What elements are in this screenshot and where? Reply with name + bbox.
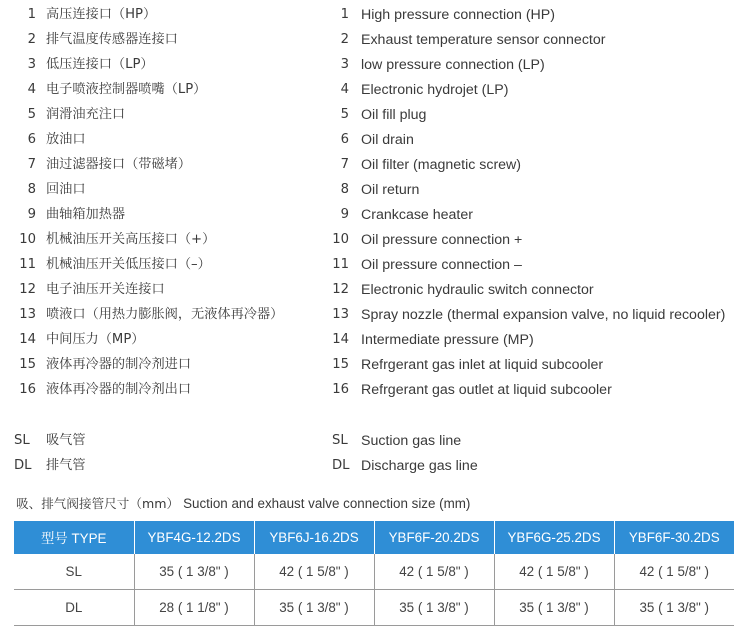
legend-number-en: 1 bbox=[340, 7, 349, 22]
abbreviation-code-en: DL bbox=[332, 458, 350, 473]
legend-number-en: 11 bbox=[332, 257, 349, 272]
legend-number-en: 7 bbox=[340, 157, 349, 172]
legend-row bbox=[0, 278, 750, 302]
table-header-model: YBF6J-16.2DS bbox=[254, 521, 374, 554]
legend-label-cn: 机械油压开关高压接口（+） bbox=[46, 232, 216, 247]
abbreviation-label-cn: 排气管 bbox=[46, 458, 86, 473]
legend-number-en: 15 bbox=[332, 357, 349, 372]
table-cell: 35 ( 1 3/8" ) bbox=[614, 590, 734, 626]
table-cell: 35 ( 1 3/8" ) bbox=[374, 590, 494, 626]
legend-number-cn: 5 bbox=[27, 107, 36, 122]
legend-label-cn: 液体再冷器的制冷剂进口 bbox=[46, 357, 192, 372]
legend-label-cn: 机械油压开关低压接口（–） bbox=[46, 257, 211, 272]
abbreviation-code-en: SL bbox=[332, 433, 348, 448]
legend-row bbox=[0, 378, 750, 402]
legend-number-cn: 12 bbox=[19, 282, 36, 297]
abbreviation-label-cn: 吸气管 bbox=[46, 433, 86, 448]
legend-label-cn: 油过滤器接口（带磁堵） bbox=[46, 157, 192, 172]
legend-label-cn: 放油口 bbox=[46, 132, 86, 147]
legend-row bbox=[0, 178, 750, 202]
legend-number-en: 6 bbox=[340, 132, 349, 147]
legend-label-cn: 润滑油充注口 bbox=[46, 107, 126, 122]
abbreviation-label-en: Discharge gas line bbox=[361, 458, 478, 474]
abbreviation-label-en: Suction gas line bbox=[361, 433, 462, 449]
legend-label-en: High pressure connection (HP) bbox=[361, 7, 555, 23]
legend-number-en: 12 bbox=[332, 282, 349, 297]
legend-label-cn: 喷液口（用热力膨胀阀，无液体再冷器） bbox=[46, 307, 284, 322]
legend-number-cn: 10 bbox=[19, 232, 36, 247]
legend-label-en: Oil pressure connection – bbox=[361, 257, 522, 273]
legend-row bbox=[0, 328, 750, 352]
legend-label-en: Oil drain bbox=[361, 132, 414, 148]
legend-label-cn: 中间压力（MP） bbox=[46, 332, 145, 347]
legend-label-en: Refrgerant gas outlet at liquid subcooler bbox=[361, 382, 612, 398]
legend-number-cn: 1 bbox=[27, 7, 36, 22]
legend-label-en: Electronic hydraulic switch connector bbox=[361, 282, 594, 298]
legend-number-en: 10 bbox=[332, 232, 349, 247]
legend-number-cn: 8 bbox=[27, 182, 36, 197]
table-caption-cn: 吸、排气阀接管尺寸（mm） bbox=[16, 496, 180, 511]
legend-number-cn: 15 bbox=[19, 357, 36, 372]
row-label: SL bbox=[14, 554, 134, 590]
legend-label-cn: 曲轴箱加热器 bbox=[46, 207, 126, 222]
legend-number-cn: 7 bbox=[27, 157, 36, 172]
legend-label-en: Oil return bbox=[361, 182, 420, 198]
legend-row bbox=[0, 78, 750, 102]
legend-number-en: 3 bbox=[340, 57, 349, 72]
legend-label-en: Electronic hydrojet (LP) bbox=[361, 82, 509, 98]
connection-size-table bbox=[14, 521, 734, 626]
legend-label-cn: 电子油压开关连接口 bbox=[46, 282, 165, 297]
legend-number-en: 13 bbox=[332, 307, 349, 322]
legend-label-en: Oil pressure connection + bbox=[361, 232, 523, 248]
legend-label-en: Refrgerant gas inlet at liquid subcooler bbox=[361, 357, 604, 373]
abbreviation-code-cn: SL bbox=[14, 433, 30, 448]
legend-number-en: 14 bbox=[332, 332, 349, 347]
legend-label-cn: 排气温度传感器连接口 bbox=[46, 32, 178, 47]
legend-row bbox=[0, 53, 750, 77]
legend-row bbox=[0, 153, 750, 177]
table-caption-en: Suction and exhaust valve connection size (mm) bbox=[183, 496, 471, 511]
legend-row bbox=[0, 228, 750, 252]
legend-row bbox=[0, 203, 750, 227]
legend-number-cn: 3 bbox=[27, 57, 36, 72]
legend-row bbox=[0, 103, 750, 127]
table-cell: 35 ( 1 3/8" ) bbox=[134, 554, 254, 590]
legend-label-en: Exhaust temperature sensor connector bbox=[361, 32, 606, 48]
legend-label-cn: 高压连接口（HP） bbox=[46, 7, 157, 22]
legend-label-en: Oil filter (magnetic screw) bbox=[361, 157, 522, 173]
legend-number-en: 5 bbox=[340, 107, 349, 122]
table-header-type: 型号 TYPE bbox=[14, 521, 134, 554]
legend-row bbox=[0, 253, 750, 277]
legend-number-en: 16 bbox=[332, 382, 349, 397]
table-header-model: YBF6F-20.2DS bbox=[374, 521, 494, 554]
abbreviation-code-cn: DL bbox=[14, 458, 32, 473]
legend-number-en: 9 bbox=[340, 207, 349, 222]
table-cell: 35 ( 1 3/8" ) bbox=[494, 590, 614, 626]
table-cell: 42 ( 1 5/8" ) bbox=[374, 554, 494, 590]
table-header-row bbox=[14, 521, 734, 554]
table-caption bbox=[16, 494, 470, 514]
legend-label-cn: 电子喷液控制器喷嘴（LP） bbox=[46, 82, 207, 97]
row-label: DL bbox=[14, 590, 134, 626]
legend-number-cn: 4 bbox=[27, 82, 36, 97]
legend-number-cn: 11 bbox=[19, 257, 36, 272]
legend-number-en: 2 bbox=[340, 32, 349, 47]
legend-label-cn: 低压连接口（LP） bbox=[46, 57, 154, 72]
legend-label-cn: 回油口 bbox=[46, 182, 86, 197]
legend-label-en: low pressure connection (LP) bbox=[361, 57, 545, 73]
table-cell: 42 ( 1 5/8" ) bbox=[614, 554, 734, 590]
legend-label-cn: 液体再冷器的制冷剂出口 bbox=[46, 382, 192, 397]
legend-row bbox=[0, 3, 750, 27]
table-cell: 42 ( 1 5/8" ) bbox=[494, 554, 614, 590]
legend-number-cn: 9 bbox=[27, 207, 36, 222]
legend-number-cn: 2 bbox=[27, 32, 36, 47]
legend-number-cn: 6 bbox=[27, 132, 36, 147]
table-row bbox=[14, 590, 734, 626]
table-header-model: YBF4G-12.2DS bbox=[134, 521, 254, 554]
legend-number-en: 8 bbox=[340, 182, 349, 197]
legend-number-cn: 13 bbox=[19, 307, 36, 322]
abbreviation-row bbox=[0, 429, 750, 453]
abbreviation-row bbox=[0, 454, 750, 478]
table-cell: 42 ( 1 5/8" ) bbox=[254, 554, 374, 590]
legend-label-en: Crankcase heater bbox=[361, 207, 473, 223]
legend-row bbox=[0, 303, 750, 327]
legend-label-en: Intermediate pressure (MP) bbox=[361, 332, 534, 348]
legend-number-cn: 16 bbox=[19, 382, 36, 397]
legend-number-cn: 14 bbox=[19, 332, 36, 347]
legend-number-en: 4 bbox=[340, 82, 349, 97]
table-cell: 35 ( 1 3/8" ) bbox=[254, 590, 374, 626]
legend-label-en: Oil fill plug bbox=[361, 107, 427, 123]
legend-row bbox=[0, 128, 750, 152]
table-header-model: YBF6F-30.2DS bbox=[614, 521, 734, 554]
legend-label-en: Spray nozzle (thermal expansion valve, no liquid recooler) bbox=[361, 307, 726, 323]
table-cell: 28 ( 1 1/8" ) bbox=[134, 590, 254, 626]
legend-row bbox=[0, 353, 750, 377]
legend-row bbox=[0, 28, 750, 52]
table-row bbox=[14, 554, 734, 590]
table-header-model: YBF6G-25.2DS bbox=[494, 521, 614, 554]
